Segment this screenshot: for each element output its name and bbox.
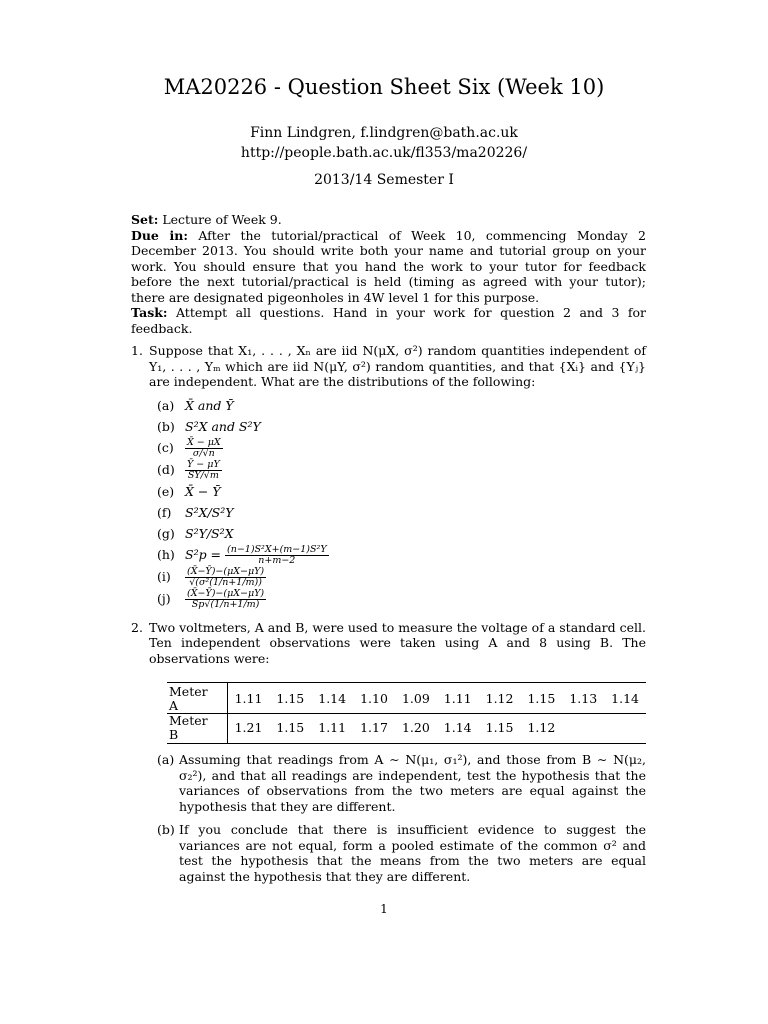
- question-2a: (a) Assuming that readings from A ∼ N(μ₁, σ₁²), and those from B ∼ N(μ₂, σ₂²), and that all readings are independent, test the hypothesis that the variances of observations from the two meters are equal against the hypothesis that they are different.: [157, 752, 646, 814]
- table-cell: 1.21: [227, 714, 269, 744]
- table-cell: 1.15: [479, 714, 521, 744]
- question-number: 1.: [131, 343, 143, 358]
- fraction: $\frac{(X̄-Ȳ)-(\mu X-\mu Y)}{\text{√(σ²(1/n+1/m))}}$: [187, 565, 265, 588]
- row-header: Meter B: [167, 714, 227, 744]
- author-name-email: Finn Lindgren, f.lindgren@bath.ac.uk: [250, 125, 518, 141]
- question-2b: (b) If you conclude that there is insufficient evidence to suggest the variances are not equal, form a pooled estimate of the common σ² and test the hypothesis that the means from the two meters are equal against the hypothesis that they are different.: [157, 822, 646, 884]
- author-block: [0, 123, 768, 163]
- page-title: MA20226 - Question Sheet Six (Week 10): [163, 75, 605, 99]
- table-cell: 1.12: [520, 714, 562, 744]
- question-text: Suppose that X₁, . . . , Xₙ are iid N(μX, σ²) random quantities independent of Y₁, . . . , Yₘ which are iid N(μY, σ²) random quantities, and that {Xᵢ} and {Yⱼ} are independent. What are the distributions of the following:: [149, 343, 646, 389]
- table-cell: 1.13: [562, 683, 604, 714]
- fraction: $\frac{(X̄-Ȳ)-(\mu X-\mu Y)}{Sp√(1/n+1/m)}$: [187, 587, 265, 610]
- row-header: Meter A: [167, 683, 227, 714]
- list-item: (b) S²X and S²Y: [157, 418, 261, 434]
- table-cell: 1.14: [311, 683, 353, 714]
- table-row: [167, 714, 646, 744]
- list-item: (i) $\frac{(X̄-Ȳ)-(\mu X-\mu Y)}{\text{√(σ²(1/n+1/m))}}$: [157, 565, 265, 588]
- question-number: 2.: [131, 619, 143, 635]
- list-item: (e) X̄ − Ȳ: [157, 483, 221, 499]
- table-cell: 1.10: [353, 683, 395, 714]
- fraction: $\frac{\text{(n−1)S²X+(m−1)S²Y}}{n+m-2}$: [227, 543, 327, 566]
- task-line: Task: Attempt all questions. Hand in your work for question 2 and 3 for feedback.: [131, 305, 646, 336]
- table-cell: [604, 714, 646, 744]
- table-cell: 1.15: [269, 714, 311, 744]
- table-cell: [562, 714, 604, 744]
- table-cell: 1.12: [479, 683, 521, 714]
- table-cell: 1.11: [311, 714, 353, 744]
- fraction: $\frac{Ȳ - \mu Y}{SY/√m}$: [187, 458, 220, 481]
- semester-label: 2013/14 Semester I: [314, 172, 454, 188]
- table-cell: 1.15: [520, 683, 562, 714]
- list-item: (g) S²Y/S²X: [157, 525, 234, 541]
- observations-table: [167, 682, 646, 744]
- list-item: (j) $\frac{(X̄-Ȳ)-(\mu X-\mu Y)}{Sp√(1/n+1/m)}$: [157, 587, 265, 610]
- set-line: Set: Lecture of Week 9.: [131, 212, 282, 227]
- list-item: (f) S²X/S²Y: [157, 504, 234, 520]
- table-cell: 1.14: [604, 683, 646, 714]
- subquestion-list: [149, 396, 646, 610]
- table-cell: 1.17: [353, 714, 395, 744]
- table-cell: 1.14: [437, 714, 479, 744]
- question-1: [131, 343, 646, 610]
- due-line: Due in: After the tutorial/practical of Week 10, commencing Monday 2 December 2013. You should write both your name and tutorial group on your work. You should ensure that you hand the work to your tutor for feedback before the next tutorial/practical is held (timing as agreed with your tutor); there are designated pigeonholes in 4W level 1 for this purpose.: [131, 227, 646, 305]
- list-item: (c) $\frac{X̄ - \mu X}{\sigma/√n}$: [157, 436, 221, 459]
- question-2: [131, 620, 646, 885]
- sheet-body: [131, 212, 646, 884]
- list-item: (a) X̄ and Ȳ: [157, 397, 234, 413]
- list-item: (d) $\frac{Ȳ - \mu Y}{SY/√m}$: [157, 458, 220, 481]
- table-row: [167, 683, 646, 714]
- table-cell: 1.09: [395, 683, 437, 714]
- table-cell: 1.11: [227, 683, 269, 714]
- author-url: http://people.bath.ac.uk/fl353/ma20226/: [240, 145, 528, 161]
- fraction: $\frac{X̄ - \mu X}{\sigma/√n}$: [187, 436, 221, 459]
- question-text: Two voltmeters, A and B, were used to measure the voltage of a standard cell. Ten independent observations were taken using A and 8 using B. The observations were:: [149, 619, 646, 666]
- page-number: 1: [380, 902, 388, 916]
- list-item: (h) S²p = $\frac{\text{(n−1)S²X+(m−1)S²Y}}{n+m-2}$: [157, 543, 327, 566]
- table-cell: 1.20: [395, 714, 437, 744]
- table-cell: 1.11: [437, 683, 479, 714]
- table-cell: 1.15: [269, 683, 311, 714]
